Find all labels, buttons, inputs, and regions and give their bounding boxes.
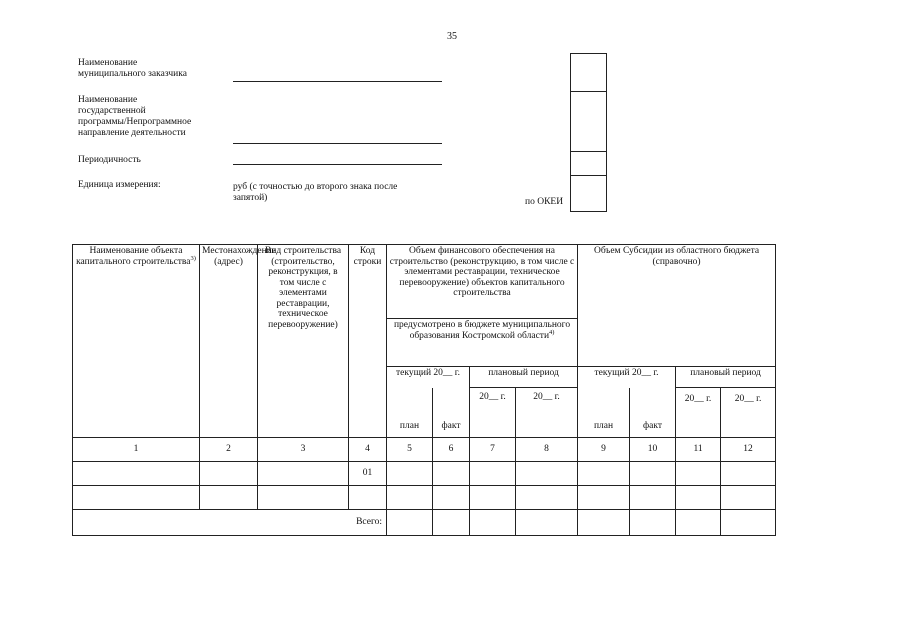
table-row [73,486,776,510]
header-current-year: текущий 20__ г. [387,367,470,388]
table-cell[interactable] [73,486,200,510]
header-object-name: Наименование объекта капитального строительства$^{3)}$ [73,245,200,438]
table-cell[interactable] [578,510,630,536]
unit-label: Единица измерения: [78,180,161,190]
column-number: 4 [349,438,387,462]
table-cell[interactable] [258,486,349,510]
column-number: 1 [73,438,200,462]
table-cell[interactable] [578,486,630,510]
column-number: 12 [721,438,776,462]
table-cell[interactable] [433,510,470,536]
header-planned-period: плановый период [676,367,776,388]
header-plan: план [578,388,630,438]
page-number: 35 [447,31,457,42]
table-cell[interactable] [676,462,721,486]
table-cell[interactable] [630,486,676,510]
codes-box [570,53,607,212]
header-financing-volume: Объем финансового обеспечения на строительство (реконструкцию, в том числе с элементами реставрации, техническое перевооружение) объектов капитального строительства [387,245,578,319]
header-planned-year-2: 20__ г. [516,388,578,438]
table-cell[interactable] [433,486,470,510]
table-row [73,462,776,486]
customer-label: Наименование муниципального заказчика [78,58,187,79]
table-cell[interactable] [200,462,258,486]
table-cell[interactable] [578,462,630,486]
table-cell[interactable] [630,510,676,536]
periodicity-label: Периодичность [78,155,141,165]
table-cell[interactable] [73,462,200,486]
codes-box-divider [571,175,606,176]
table-cell[interactable] [470,462,516,486]
table-cell[interactable] [387,486,433,510]
header-row-code: Код строки [349,245,387,438]
customer-line [233,81,442,82]
table-cell[interactable] [676,486,721,510]
table-cell[interactable] [721,462,776,486]
table-cell[interactable] [200,486,258,510]
column-number: 10 [630,438,676,462]
codes-box-divider [571,151,606,152]
table-cell[interactable] [387,510,433,536]
periodicity-line [233,164,442,165]
total-label: Всего: [73,510,387,536]
program-line [233,143,442,144]
table-cell[interactable] [258,462,349,486]
header-planned-year-1: 20__ г. [676,388,721,438]
header-subsidy-volume: Объем Субсидии из областного бюджета (справочно) [578,245,776,367]
header-planned-year-1: 20__ г. [470,388,516,438]
column-number: 2 [200,438,258,462]
header-planned-year-2: 20__ г. [721,388,776,438]
header-fact: факт [433,388,470,438]
table-cell[interactable] [433,462,470,486]
table-cell[interactable] [630,462,676,486]
table-cell[interactable] [721,510,776,536]
column-number: 3 [258,438,349,462]
header-plan: план [387,388,433,438]
column-number: 5 [387,438,433,462]
header-construction-type: Вид строительства (строительство, реконструкция, в том числе с элементами реставрации, техническое перевооружение) [258,245,349,438]
table-cell[interactable] [349,486,387,510]
header-location: Местонахождение (адрес) [200,245,258,438]
table-cell[interactable] [721,486,776,510]
header-budget-provided: предусмотрено в бюджете муниципального образования Костромской области$^{4)}$ [387,319,578,367]
okei-label: по ОКЕИ [525,197,564,207]
column-number: 6 [433,438,470,462]
table-cell[interactable] [516,486,578,510]
financing-table [72,244,776,536]
total-row [73,510,776,536]
table-cell[interactable] [387,462,433,486]
column-number: 7 [470,438,516,462]
column-numbers-row [73,438,776,462]
table-cell[interactable] [516,462,578,486]
column-number: 8 [516,438,578,462]
unit-value: руб (с точностью до второго знака после запятой) [233,182,398,203]
header-fact: факт [630,388,676,438]
table-cell[interactable] [470,510,516,536]
codes-box-divider [571,91,606,92]
row-code: 01 [349,462,387,486]
program-label: Наименование государственной программы/Непрограммное направление деятельности [78,95,192,138]
table-cell[interactable] [676,510,721,536]
header-planned-period: плановый период [470,367,578,388]
column-number: 9 [578,438,630,462]
column-number: 11 [676,438,721,462]
header-current-year: текущий 20__ г. [578,367,676,388]
table-cell[interactable] [470,486,516,510]
table-cell[interactable] [516,510,578,536]
